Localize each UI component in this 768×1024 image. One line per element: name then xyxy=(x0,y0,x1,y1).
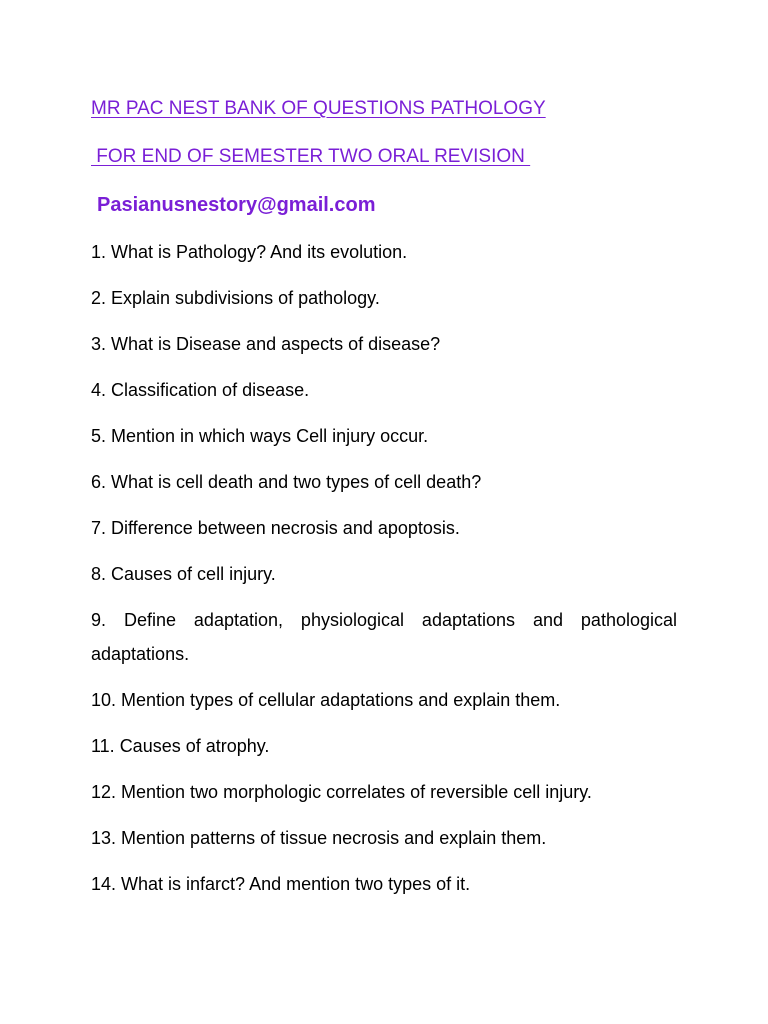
question-item: 6. What is cell death and two types of cell death? xyxy=(91,472,482,492)
question-item: 14. What is infarct? And mention two types of it. xyxy=(91,874,471,894)
contact-email: Pasianusnestory@gmail.com xyxy=(97,194,376,216)
document-title: MR PAC NEST BANK OF QUESTIONS PATHOLOGY xyxy=(91,98,546,119)
question-item: 3. What is Disease and aspects of disease? xyxy=(91,334,441,354)
question-item: 5. Mention in which ways Cell injury occur. xyxy=(91,426,429,446)
question-item: 2. Explain subdivisions of pathology. xyxy=(91,288,380,308)
question-item: 1. What is Pathology? And its evolution. xyxy=(91,242,408,262)
question-item: 9. Define adaptation, physiological adaptations and pathological adaptations. xyxy=(91,610,677,664)
question-item: 8. Causes of cell injury. xyxy=(91,564,276,584)
question-item: 12. Mention two morphologic correlates of reversible cell injury. xyxy=(91,782,592,802)
question-item: 10. Mention types of cellular adaptations and explain them. xyxy=(91,690,561,710)
question-item: 13. Mention patterns of tissue necrosis and explain them. xyxy=(91,828,547,848)
question-item: 7. Difference between necrosis and apoptosis. xyxy=(91,518,460,538)
question-item: 4. Classification of disease. xyxy=(91,380,310,400)
question-item: 11. Causes of atrophy. xyxy=(91,736,270,756)
document-subtitle: FOR END OF SEMESTER TWO ORAL REVISION xyxy=(91,146,531,167)
document-body xyxy=(91,96,677,913)
question-list xyxy=(91,235,677,901)
